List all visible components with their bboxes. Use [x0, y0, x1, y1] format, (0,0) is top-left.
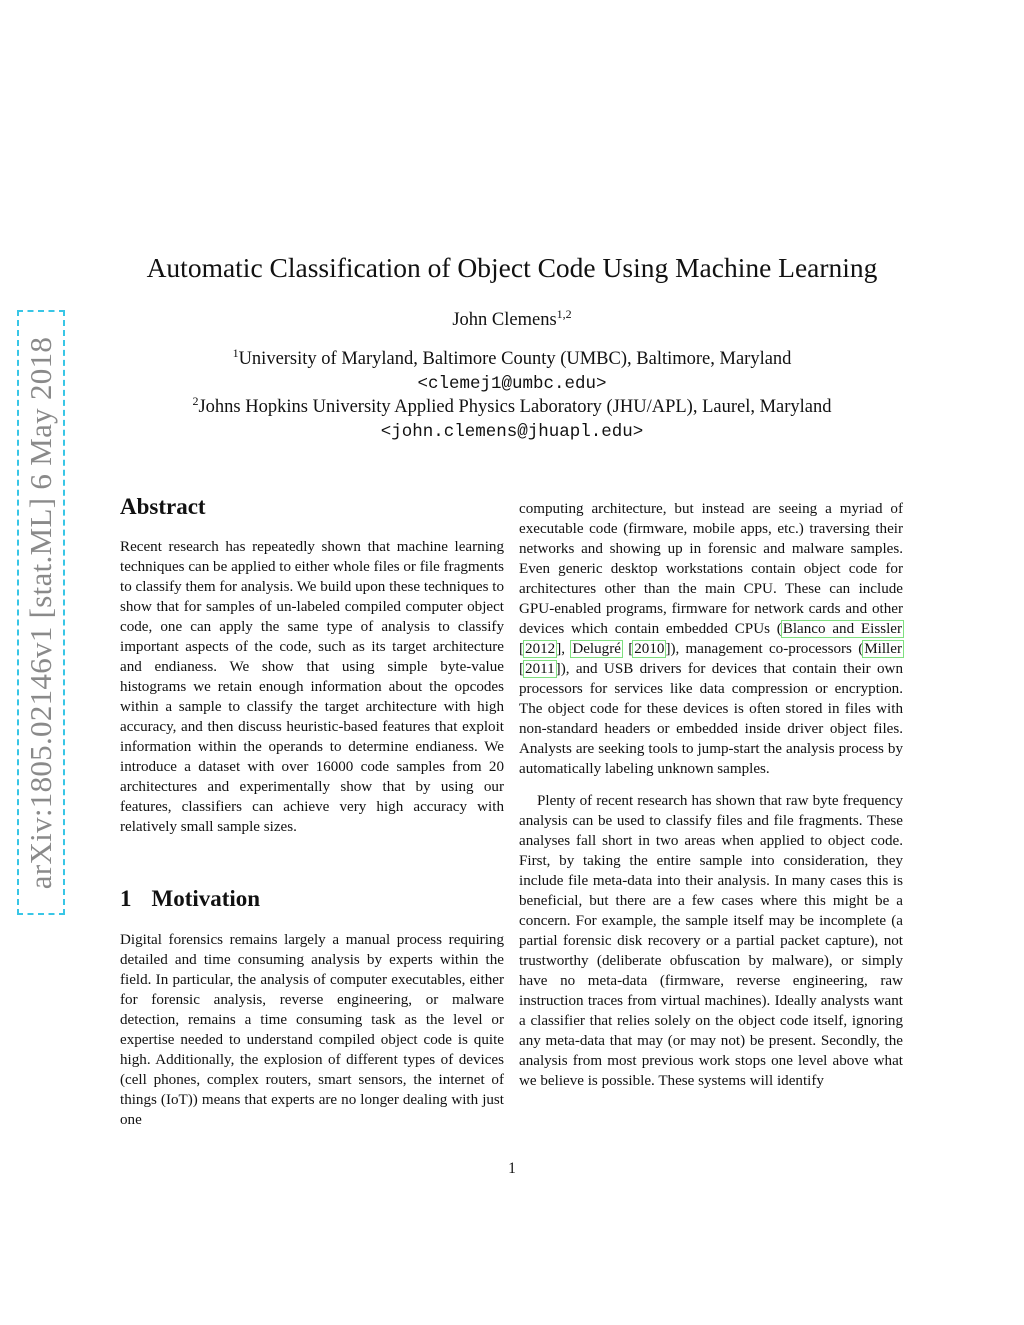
motivation-paragraph-1: Digital forensics remains largely a manual process requiring detailed and time consuming analysis by experts within the field. In particular, the analysis of computer executables, either for forensic analysis, reverse engineering, or malware detection, remains a time consuming task as the level or expertise needed to understand compiled object code is quite high. Additionally, the explosion of different types of devices (cell phones, complex routers, smart sensors, the internet of things (IoT)) means that experts are no longer dealing with just one: [120, 932, 504, 1128]
citation-blanco-year[interactable]: 2012: [525, 641, 556, 657]
arxiv-watermark-text: arXiv:1805.02146v1 [stat.ML] 6 May 2018: [23, 336, 58, 889]
abstract-body: [120, 537, 504, 837]
author-line: [0, 306, 1024, 331]
author-name: John Clemens: [452, 310, 557, 330]
affiliation-2-sup: 2: [192, 393, 199, 408]
citation-miller-author[interactable]: Miller: [864, 641, 902, 657]
citation-miller-year[interactable]: 2011: [525, 661, 555, 677]
affiliation-1-sup: 1: [232, 345, 239, 360]
citation-delugre-author[interactable]: Delugré: [572, 641, 621, 657]
right-paragraph-1: computing architecture, but instead are seeing a myriad of executable code (firmware, mobile apps, etc.) traversing their networks and showing up in forensic and malware samples. Even generic desktop workstations contain object code for architectures other than the main CPU. These can include GPU-enabled programs, firmware for network cards and other devices which contain embedded CPUs (Blanco and Eissler [2012], Delugré [2010]), management co-processors (Miller [2011]), and USB drivers for devices that contain their own processors for services like data compression or encryption. The object code for these devices is often stored in files with non-standard headers or embedded inside driver object files. Analysts are seeking tools to jump-start the analysis process by automatically labeling unknown samples.: [519, 501, 903, 777]
paper-title: Automatic Classification of Object Code Using Machine Learning: [146, 252, 878, 283]
affiliation-1-email: <clemej1@umbc.edu>: [417, 374, 607, 394]
right-p1-text-a: computing architecture, but instead are seeing a myriad of executable code (firmware, mobile apps, etc.) traversing their networks and showing up in forensic and malware samples. Even generic desktop workstations contain object code for architectures other than the main CPU. These can include GPU-enabled programs, firmware for network cards and other devices which contain embedded CPUs (: [519, 501, 903, 637]
motivation-body: [120, 930, 504, 1130]
right-column: [519, 499, 903, 1091]
section-number: 1: [120, 886, 132, 911]
citation-blanco-author[interactable]: Blanco and Eissler: [782, 621, 902, 637]
abstract-heading: Abstract: [120, 494, 206, 519]
page-number: 1: [508, 1160, 516, 1177]
affiliation-2-name: Johns Hopkins University Applied Physics Laboratory (JHU/APL), Laurel, Maryland: [198, 397, 832, 417]
abstract-text: Recent research has repeatedly shown that machine learning techniques can be applied to either whole files or file fragments to classify them for analysis. We build upon these techniques to show that for samples of un-labeled compiled computer object code, one can apply the same type of analysis to classify important aspects of the code, such as its target architecture and endianess. We show that using simple byte-value histograms we retain enough information about the opcodes within a sample to classify the target architecture with high accuracy, and then discuss heuristic-based features that exploit information within the operands to determine endianess. We introduce a dataset with over 16000 code samples from 20 architectures and experimentally show that by using our features, classifiers can achieve very high accuracy with relatively small sample sizes.: [120, 539, 504, 835]
affiliation-2: [0, 393, 1024, 418]
affiliation-1-name: University of Maryland, Baltimore County (UMBC), Baltimore, Maryland: [238, 349, 792, 369]
author-sup: 1,2: [556, 306, 572, 321]
affiliation-2-email: <john.clemens@jhuapl.edu>: [380, 422, 644, 442]
citation-delugre-year[interactable]: 2010: [634, 641, 665, 657]
right-p1-text-c: ]), and USB drivers for devices that contain their own processors for services like data compression or encryption. The object code for these devices is often stored in files with non-standard headers or embedded inside driver object files. Analysts are seeking tools to jump-start the analysis process by automatically labeling unknown samples.: [519, 661, 903, 777]
right-p1-text-b: ]), management co-processors (: [665, 641, 864, 657]
affiliation-1: [0, 345, 1024, 370]
section-heading-motivation: [120, 886, 260, 912]
right-paragraph-2: Plenty of recent research has shown that raw byte frequency analysis can be used to classify files and file fragments. These analyses fall short in two areas when applied to object code. First, by taking the entire sample into consideration, they include file meta-data into their analysis. In many cases this is beneficial, but there are a few cases where this might be a concern. For example, the sample itself may be incomplete (a partial forensic disk recovery or a partial packet capture), not trustworthy (deliberate obfuscation by malware), or simply have no meta-data (firmware, reverse engineering, raw instruction traces from virtual machines). Ideally analysts want a classifier that relies solely on the object code itself, ignoring any meta-data that may (or may not) be present. Secondly, the analysis from most previous work stops one level above what we believe is possible. These systems will identify: [519, 793, 903, 1089]
section-title: Motivation: [151, 886, 261, 911]
